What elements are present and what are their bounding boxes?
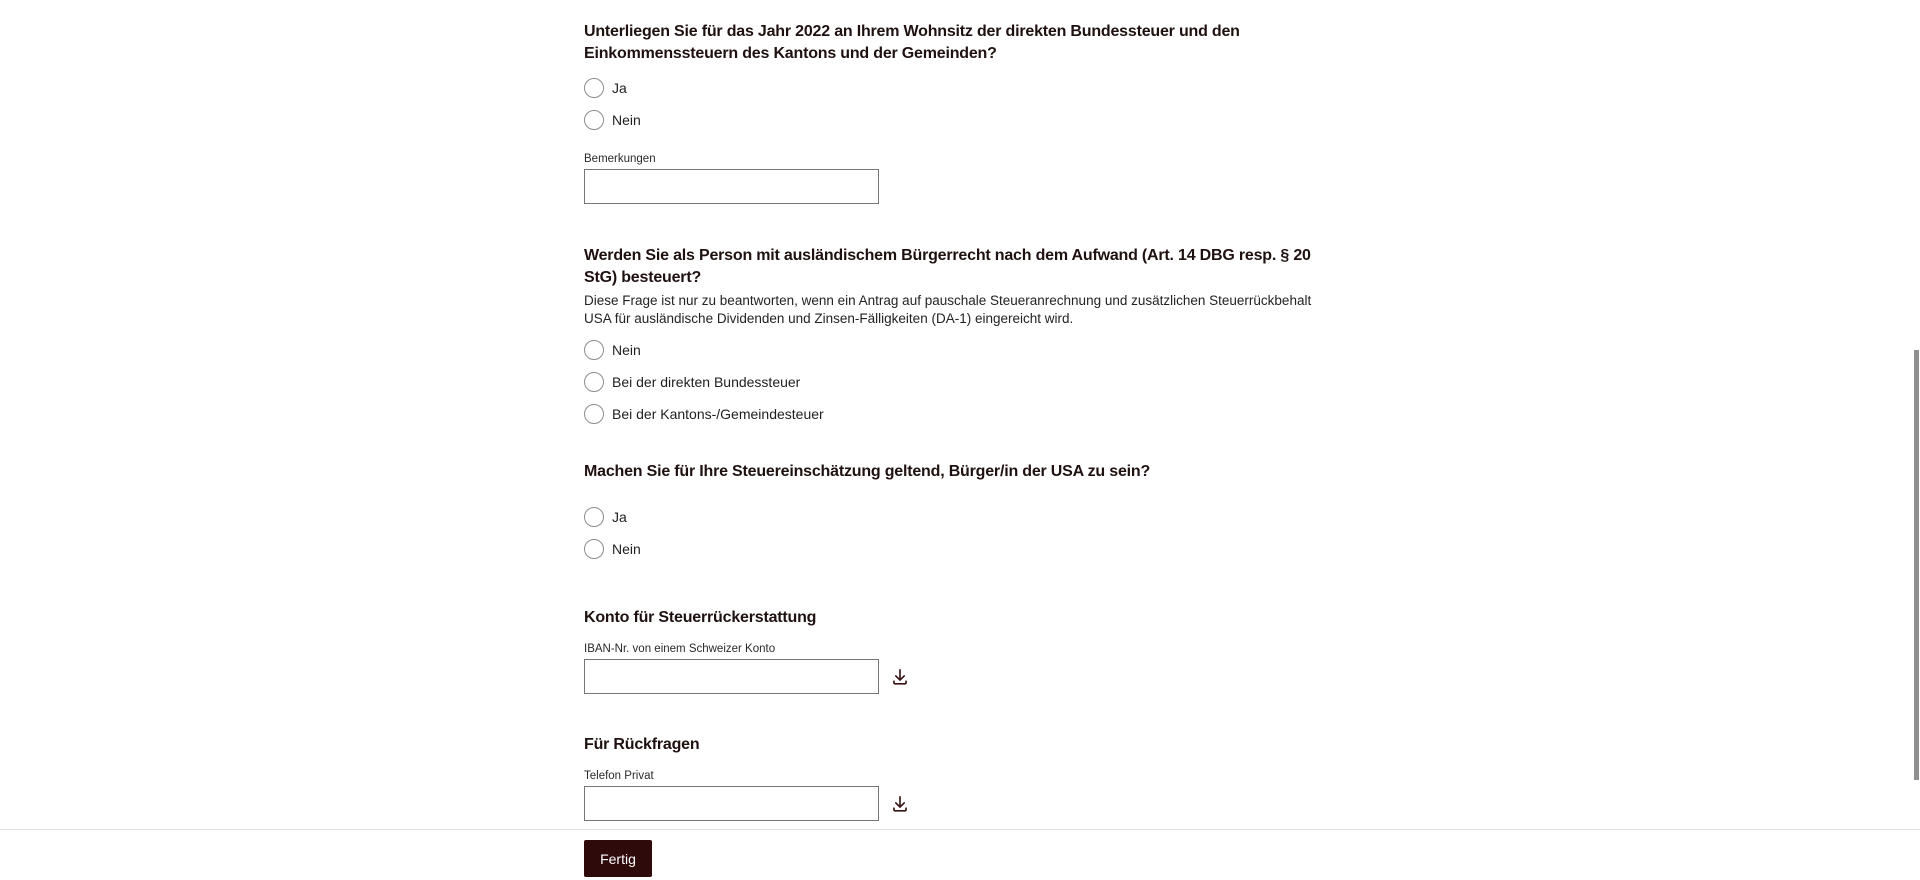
- radio-option-label: Bei der Kantons-/Gemeindesteuer: [612, 406, 824, 422]
- telefon-input-row: [584, 786, 1360, 821]
- download-icon: [889, 793, 911, 815]
- radio-option-label: Nein: [612, 112, 641, 128]
- iban-label: IBAN-Nr. von einem Schweizer Konto: [584, 643, 776, 655]
- radio-option-label: Bei der direkten Bundessteuer: [612, 374, 801, 390]
- question-usa-buerger: Machen Sie für Ihre Steuereinschätzung geltend, Bürger/in der USA zu sein?: [584, 463, 1151, 480]
- radio-circle-icon[interactable]: [584, 340, 604, 360]
- radio-circle-icon[interactable]: [584, 539, 604, 559]
- iban-download-button[interactable]: [888, 665, 912, 689]
- telefon-privat-input[interactable]: [584, 786, 879, 821]
- radio-option-direkte-bundessteuer[interactable]: [584, 372, 800, 392]
- question-bundessteuer: Unterliegen Sie für das Jahr 2022 an Ihrem Wohnsitz der direkten Bundessteuer und den Einkommenssteuern des Kantons und der Gemeinden?: [584, 23, 1240, 62]
- radio-option-label: Nein: [612, 342, 641, 358]
- question-aufwand-help: Diese Frage ist nur zu beantworten, wenn ein Antrag auf pauschale Steueranrechnung und zusätzlichen Steuerrückbehalt USA für ausländische Dividenden und Zinsen-Fälligkeiten (DA-1) eingereicht wird.: [584, 293, 1312, 326]
- vertical-scrollbar-thumb[interactable]: [1914, 350, 1919, 780]
- iban-input-row: [584, 659, 1360, 694]
- radio-option-nein[interactable]: [584, 340, 641, 360]
- telefon-download-button[interactable]: [888, 792, 912, 816]
- section-title-rueckfragen: Für Rückfragen: [584, 736, 700, 753]
- radio-group-aufwand: [584, 340, 1360, 424]
- fertig-button[interactable]: Fertig: [584, 840, 652, 877]
- telefon-privat-label: Telefon Privat: [584, 770, 654, 782]
- radio-option-label: Ja: [612, 80, 627, 96]
- radio-option-ja[interactable]: [584, 507, 627, 527]
- radio-circle-icon[interactable]: [584, 110, 604, 130]
- download-icon: [889, 666, 911, 688]
- radio-group-usa: [584, 507, 1360, 559]
- question-aufwand: Werden Sie als Person mit ausländischem Bürgerrecht nach dem Aufwand (Art. 14 DBG resp. § 20 StG) besteuert?: [584, 247, 1311, 286]
- radio-option-label: Ja: [612, 509, 627, 525]
- radio-option-ja[interactable]: [584, 78, 627, 98]
- section-title-konto: Konto für Steuerrückerstattung: [584, 609, 817, 626]
- radio-group-bundessteuer: [584, 78, 1360, 130]
- radio-option-nein[interactable]: [584, 110, 641, 130]
- footer-bar: [0, 830, 1920, 877]
- radio-circle-icon[interactable]: [584, 78, 604, 98]
- radio-circle-icon[interactable]: [584, 507, 604, 527]
- iban-input[interactable]: [584, 659, 879, 694]
- radio-option-nein[interactable]: [584, 539, 641, 559]
- bemerkungen-input[interactable]: [584, 169, 879, 204]
- bemerkungen-label: Bemerkungen: [584, 153, 656, 165]
- radio-circle-icon[interactable]: [584, 404, 604, 424]
- radio-option-label: Nein: [612, 541, 641, 557]
- radio-circle-icon[interactable]: [584, 372, 604, 392]
- radio-option-kantons-gemeindesteuer[interactable]: [584, 404, 824, 424]
